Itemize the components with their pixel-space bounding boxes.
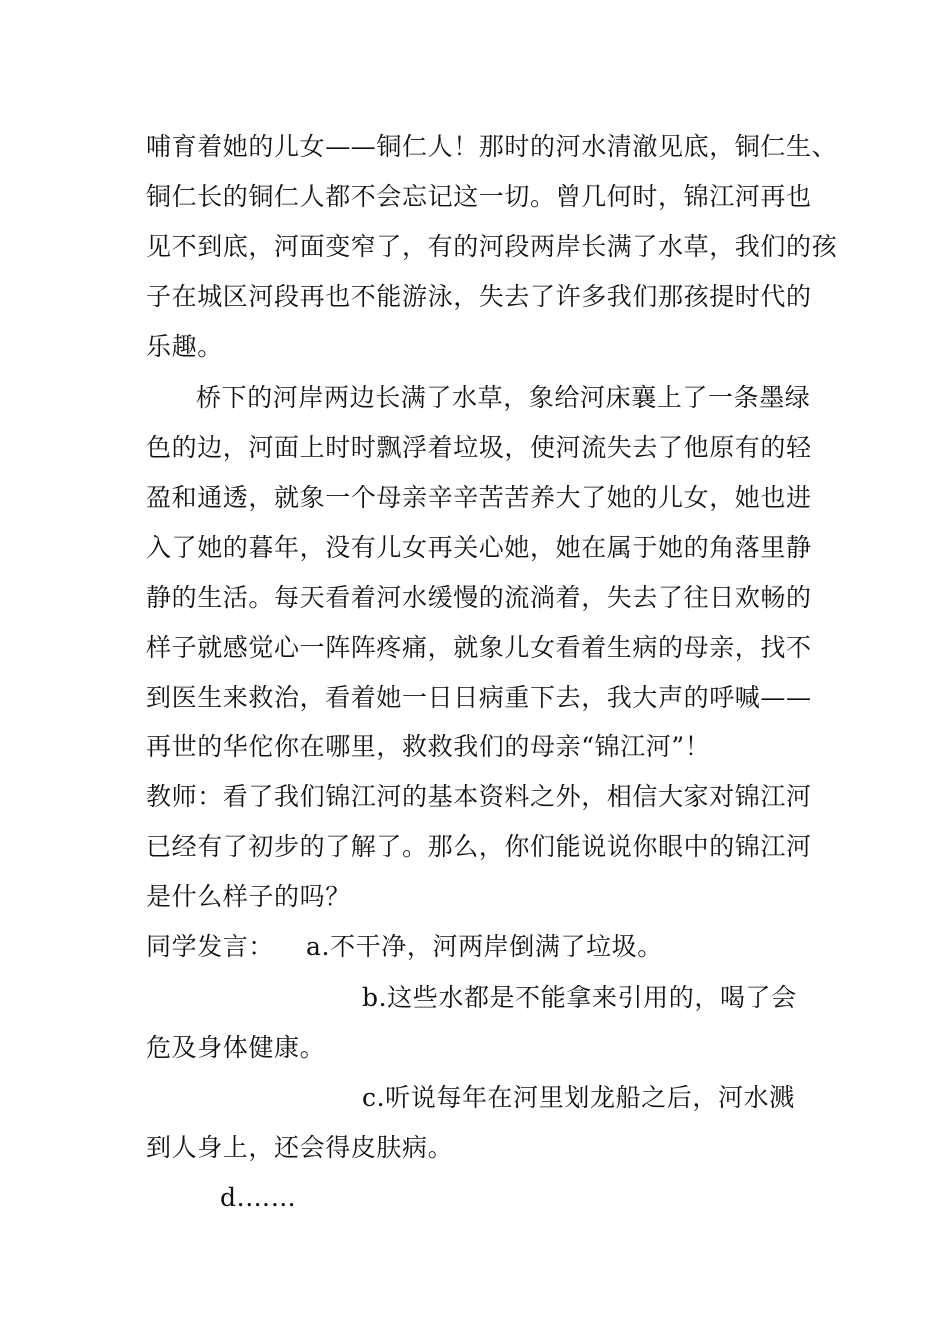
text-line: 样子就感觉心一阵阵疼痛，就象儿女看着生病的母亲，找不 — [146, 633, 812, 662]
teacher-line: 是什么样子的吗？ — [146, 882, 351, 911]
text-line: 见不到底，河面变窄了，有的河段两岸长满了水草，我们的孩 — [146, 232, 838, 261]
teacher-line: 已经有了初步的了解了。那么，你们能说说你眼中的锦江河 — [146, 832, 812, 861]
student-answer-b-cont: 危及身体健康。 — [146, 1033, 326, 1062]
text-line: 到医生来救治，看着她一日日病重下去，我大声的呼喊—— — [146, 683, 812, 712]
text-line: 色的边，河面上时时飘浮着垃圾，使河流失去了他原有的轻 — [146, 433, 812, 462]
text-line: 入了她的暮年，没有儿女再关心她，她在属于她的角落里静 — [146, 533, 812, 562]
text-line: 盈和通透，就象一个母亲辛辛苦苦养大了她的儿女，她也进 — [146, 483, 812, 512]
text-line: 桥下的河岸两边长满了水草，象给河床襄上了一条墨绿 — [196, 383, 811, 412]
students-label: 同学发言： — [146, 932, 275, 961]
student-answer-c-cont: 到人身上，还会得皮肤病。 — [146, 1133, 454, 1162]
text-line: 乐趣。 — [146, 332, 223, 361]
text-line: 铜仁长的铜仁人都不会忘记这一切。曾几何时，锦江河再也 — [146, 182, 812, 211]
student-answer-a: a.不干净，河两岸倒满了垃圾。 — [306, 932, 663, 961]
teacher-line: 教师：看了我们锦江河的基本资料之外，相信大家对锦江河 — [146, 782, 812, 811]
student-answer-c: c.听说每年在河里划龙船之后，河水溅 — [362, 1083, 795, 1112]
text-line: 再世的华佗你在哪里，救救我们的母亲“锦江河”！ — [146, 732, 711, 761]
student-answer-b: b.这些水都是不能拿来引用的，喝了会 — [362, 983, 797, 1012]
text-line: 子在城区河段再也不能游泳，失去了许多我们那孩提时代的 — [146, 282, 812, 311]
text-line: 静的生活。每天看着河水缓慢的流淌着，失去了往日欢畅的 — [146, 583, 812, 612]
student-answer-a-line — [146, 929, 826, 965]
text-line: 哺育着她的儿女——铜仁人！那时的河水清澈见底，铜仁生、 — [146, 132, 838, 161]
student-answer-d: d.…… — [220, 1183, 297, 1212]
